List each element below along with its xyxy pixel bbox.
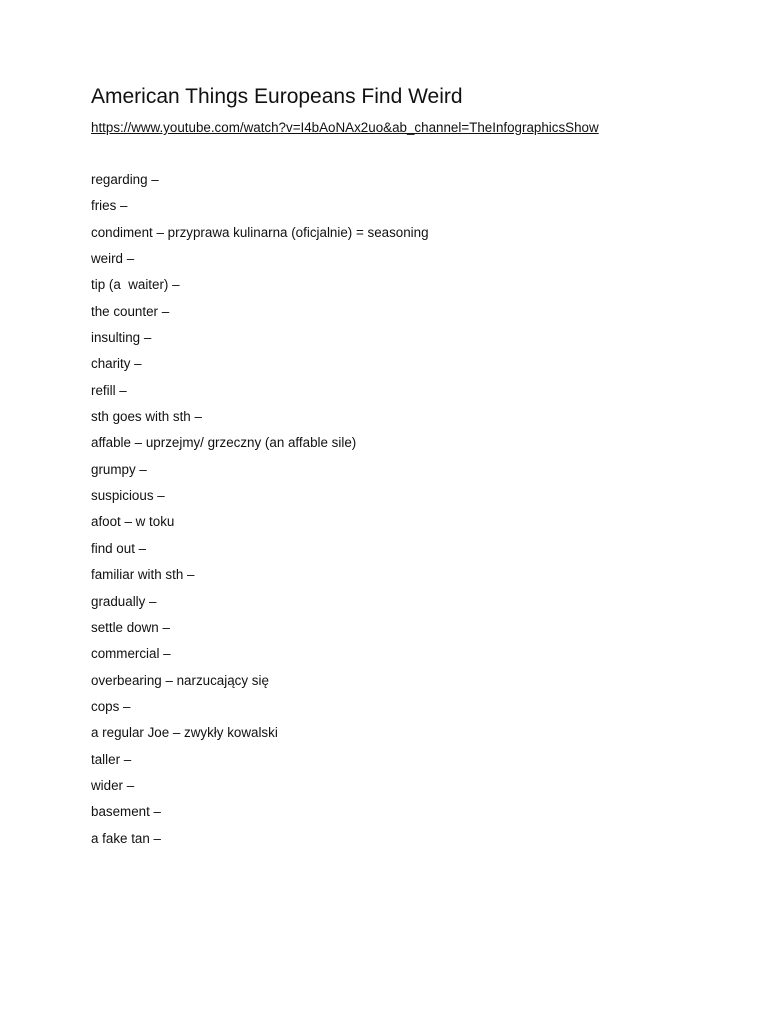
vocab-item: cops – xyxy=(91,698,131,714)
vocab-item: gradually – xyxy=(91,593,157,609)
vocab-item: sth goes with sth – xyxy=(91,409,202,425)
vocab-item: a fake tan – xyxy=(91,830,161,846)
vocabulary-list xyxy=(91,170,429,855)
vocab-item: basement – xyxy=(91,804,161,820)
vocab-item: settle down – xyxy=(91,619,170,635)
vocab-item: regarding – xyxy=(91,172,159,187)
vocab-item: grumpy – xyxy=(91,461,147,477)
vocab-item: charity – xyxy=(91,356,142,372)
video-link[interactable]: https://www.youtube.com/watch?v=I4bAoNAx2uo&ab_channel=TheInfographicsShow xyxy=(91,120,599,135)
vocab-item: affable – uprzejmy/ grzeczny (an affable sile) xyxy=(91,435,357,451)
vocab-item: suspicious – xyxy=(91,488,165,504)
vocab-item: wider – xyxy=(91,777,135,793)
vocab-item: insulting – xyxy=(91,330,152,346)
vocab-item: weird – xyxy=(91,251,135,267)
vocab-item: taller – xyxy=(91,751,132,767)
vocab-item: refill – xyxy=(91,382,127,398)
vocab-item: tip (a waiter) – xyxy=(91,277,180,293)
vocab-item: find out – xyxy=(91,540,147,556)
vocab-item: fries – xyxy=(91,198,128,214)
vocab-item: familiar with sth – xyxy=(91,567,195,583)
vocab-item: a regular Joe – zwykły kowalski xyxy=(91,725,278,741)
vocab-item: condiment – przyprawa kulinarna (oficjalnie) = seasoning xyxy=(91,224,429,240)
vocab-item: commercial – xyxy=(91,646,171,662)
document-title: American Things Europeans Find Weird xyxy=(91,85,463,108)
vocab-item: the counter – xyxy=(91,303,170,319)
vocab-item: overbearing – narzucający się xyxy=(91,672,269,688)
vocab-item: afoot – w toku xyxy=(91,514,175,530)
